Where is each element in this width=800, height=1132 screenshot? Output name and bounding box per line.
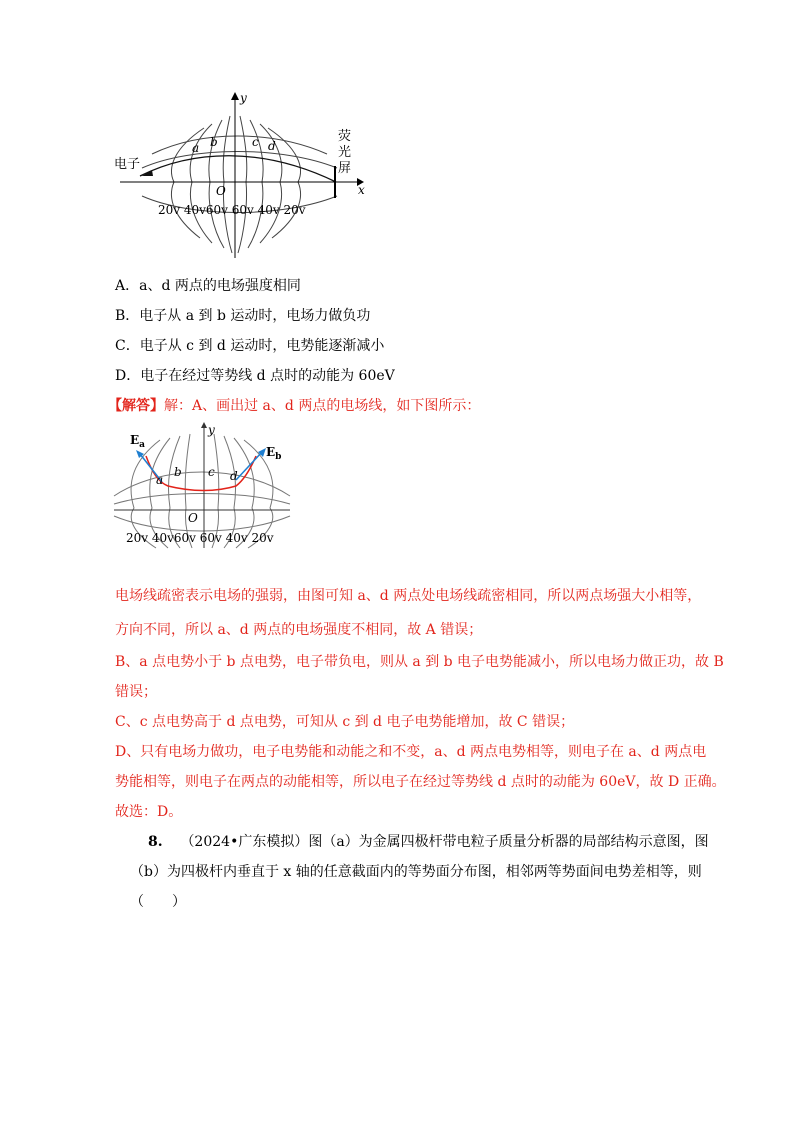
answer-intro: 解：A、画出过 a、d 两点的电场线，如下图所示： xyxy=(164,398,481,414)
question-number: 8. xyxy=(148,834,163,850)
option-a[interactable]: A．a、d 两点的电场强度相同 xyxy=(115,278,301,294)
ea-label: $E_a$ xyxy=(130,433,145,450)
answer-line-1: 电场线疏密表示电场的强弱，由图可知 a、d 两点处电场线疏密相同，所以两点场强大小相等， xyxy=(115,588,702,604)
point-d-label: d xyxy=(230,469,238,483)
y-axis-label: y xyxy=(240,91,247,105)
eb-label: $E_b$ xyxy=(266,445,282,462)
option-b[interactable]: B．电子从 a 到 b 运动时，电场力做负功 xyxy=(115,308,371,324)
screen-label-3: 屏 xyxy=(338,161,352,176)
field-line-upper xyxy=(114,472,290,496)
question-8-text-1: （2024•广东模拟）图（a）为金属四极杆带电粒子质量分析器的局部结构示意图，图 xyxy=(180,834,709,850)
screen-label-1: 荧 xyxy=(338,129,352,144)
eb-arrow xyxy=(236,452,262,480)
electron-label: 电子 xyxy=(114,157,141,172)
y-axis-arrow xyxy=(231,92,239,100)
screen-label-2: 光 xyxy=(338,145,352,160)
y-axis-arrow xyxy=(201,422,207,428)
answer-line-5: C、c 点电势高于 d 点电势，可知从 c 到 d 电子电势能增加，故 C 错误； xyxy=(115,714,575,730)
figure-equipotential-lines xyxy=(112,88,377,263)
point-d-label: d xyxy=(268,139,276,153)
potential-labels: 20v 40v60v 60v 40v 20v xyxy=(126,531,274,545)
origin-label: O xyxy=(216,184,226,198)
answer-line-8: 故选：D。 xyxy=(115,804,183,820)
field-line-mid xyxy=(114,494,290,505)
answer-line-7: 势能相等，则电子在两点的动能相等，所以电子在经过等势线 d 点时的动能为 60eV，故 D 正确。 xyxy=(115,774,726,790)
origin-label: O xyxy=(188,511,198,525)
answer-line-6: D、只有电场力做功，电子电势能和动能之和不变，a、d 两点电势相等，则电子在 a、d 两点电 xyxy=(115,744,707,760)
field-line-lower xyxy=(114,516,290,531)
x-axis-label: x xyxy=(358,183,365,197)
answer-line-2: 方向不同，所以 a、d 两点的电场强度不相同，故 A 错误； xyxy=(115,622,483,638)
point-a-label: a xyxy=(192,141,200,155)
point-a-label: a xyxy=(156,473,164,487)
answer-line-3: B、a 点电势小于 b 点电势，电子带负电，则从 a 到 b 电子电势能减小，所以电场力做正功，故 B xyxy=(115,654,724,670)
equipotential-diagram xyxy=(112,88,377,263)
point-b-label: b xyxy=(174,465,182,479)
point-c-label: c xyxy=(208,465,215,479)
field-line-upper xyxy=(142,152,337,169)
field-line-diagram xyxy=(112,420,292,550)
question-8-line-3: （ ） xyxy=(130,894,186,910)
y-axis-label: y xyxy=(208,423,215,437)
figure-field-lines xyxy=(112,420,292,550)
answer-line-4: 错误； xyxy=(115,684,157,700)
potential-labels: 20v 40v60v 60v 40v 20v xyxy=(158,203,306,217)
question-8-line-1 xyxy=(148,832,709,852)
electron-arrow xyxy=(142,170,153,176)
point-b-label: b xyxy=(210,135,218,149)
point-c-label: c xyxy=(252,135,259,149)
option-c[interactable]: C．电子从 c 到 d 运动时，电势能逐渐减小 xyxy=(115,338,385,354)
option-d[interactable]: D．电子在经过等势线 d 点时的动能为 60eV xyxy=(115,368,395,384)
answer-heading xyxy=(108,396,480,416)
electron-trajectory xyxy=(140,156,336,182)
answer-tag: 【解答】 xyxy=(108,398,164,414)
question-8-line-2: （b）为四极杆内垂直于 x 轴的任意截面内的等势面分布图，相邻两等势面间电势差相等，则 xyxy=(130,864,702,880)
